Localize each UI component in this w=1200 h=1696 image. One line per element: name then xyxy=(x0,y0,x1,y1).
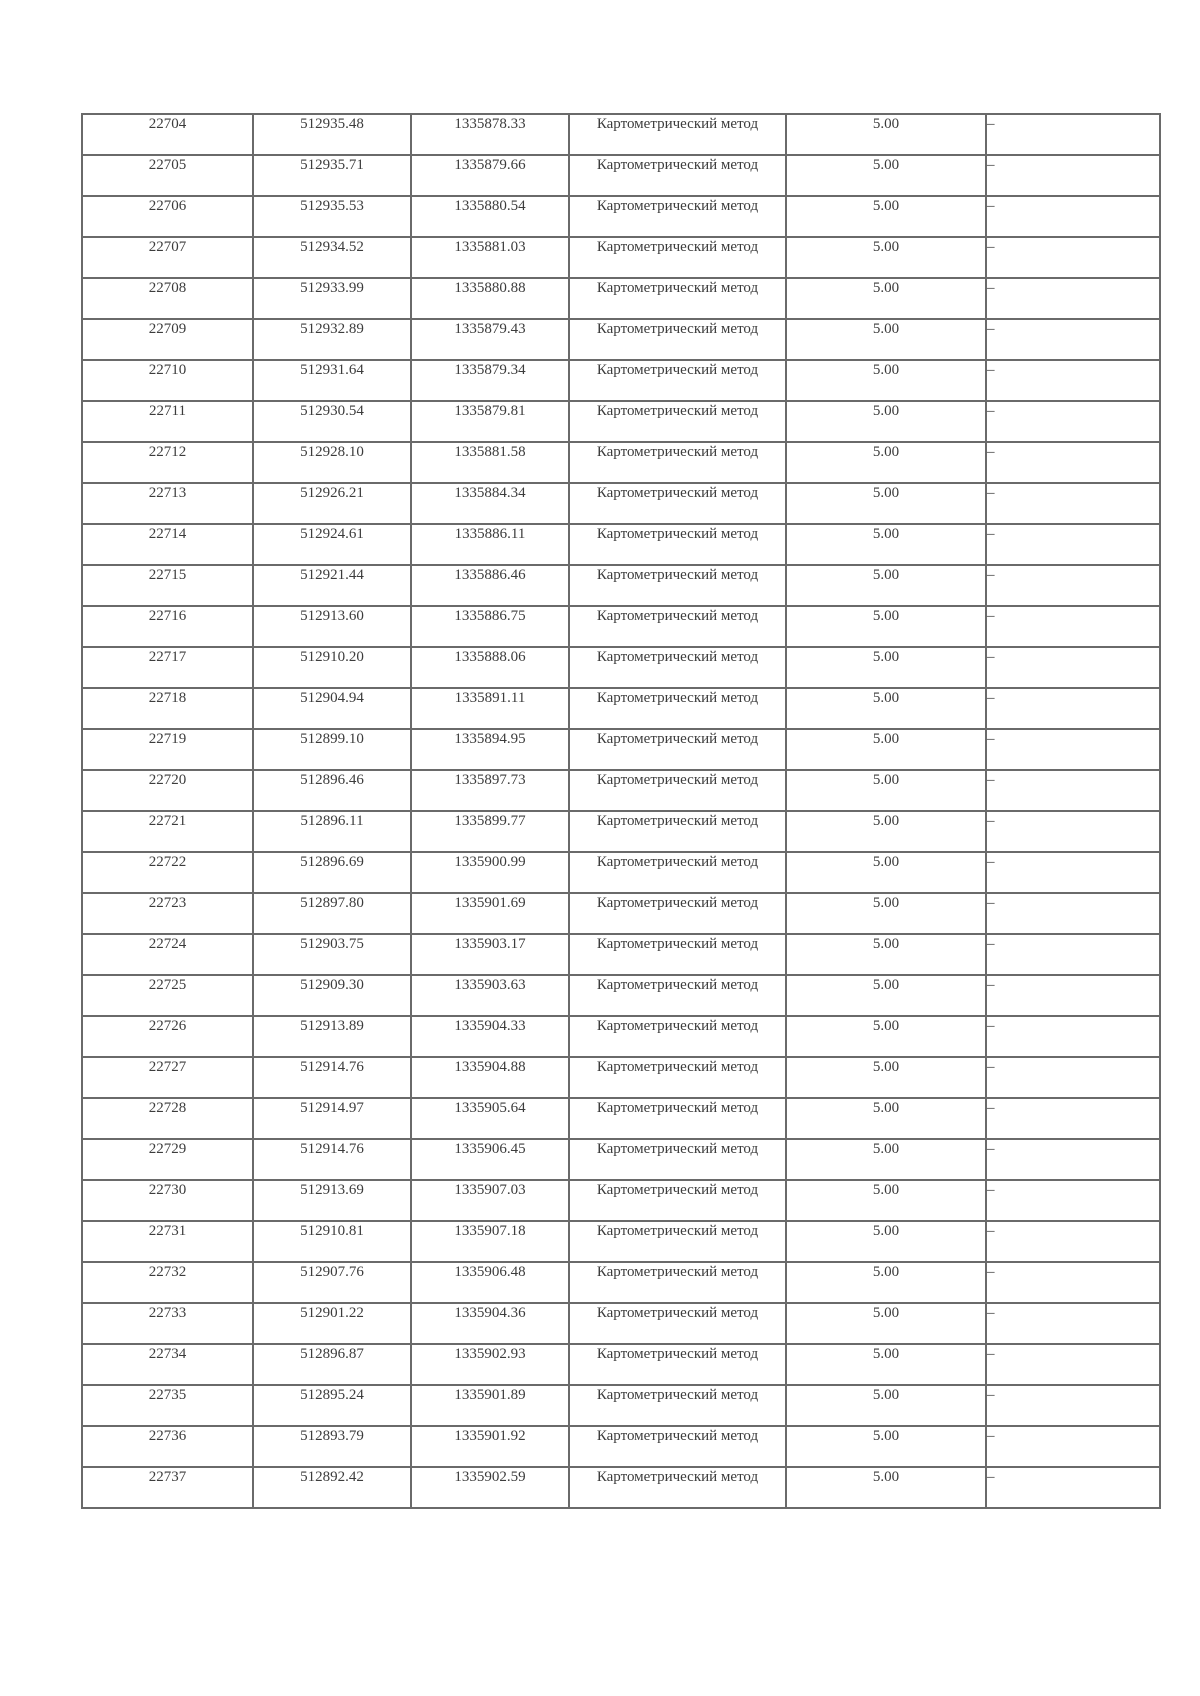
table-row xyxy=(82,401,1160,442)
note-cell: – xyxy=(986,1426,1160,1467)
table-row xyxy=(82,1262,1160,1303)
table-row xyxy=(82,524,1160,565)
x-coordinate-cell: 512896.11 xyxy=(253,811,411,852)
point-number-cell: 22712 xyxy=(82,442,253,483)
y-coordinate-cell: 1335886.75 xyxy=(411,606,569,647)
point-number-cell: 22726 xyxy=(82,1016,253,1057)
accuracy-cell: 5.00 xyxy=(786,1262,986,1303)
table-row xyxy=(82,360,1160,401)
accuracy-cell: 5.00 xyxy=(786,114,986,155)
x-coordinate-cell: 512930.54 xyxy=(253,401,411,442)
table-row xyxy=(82,975,1160,1016)
accuracy-cell: 5.00 xyxy=(786,1180,986,1221)
method-cell: Картометрический метод xyxy=(569,606,786,647)
accuracy-cell: 5.00 xyxy=(786,975,986,1016)
method-cell: Картометрический метод xyxy=(569,483,786,524)
point-number-cell: 22723 xyxy=(82,893,253,934)
x-coordinate-cell: 512914.76 xyxy=(253,1057,411,1098)
point-number-cell: 22731 xyxy=(82,1221,253,1262)
x-coordinate-cell: 512907.76 xyxy=(253,1262,411,1303)
note-cell: – xyxy=(986,155,1160,196)
point-number-cell: 22716 xyxy=(82,606,253,647)
y-coordinate-cell: 1335906.48 xyxy=(411,1262,569,1303)
note-cell: – xyxy=(986,934,1160,975)
y-coordinate-cell: 1335886.46 xyxy=(411,565,569,606)
accuracy-cell: 5.00 xyxy=(786,1303,986,1344)
point-number-cell: 22706 xyxy=(82,196,253,237)
table-row xyxy=(82,155,1160,196)
note-cell: – xyxy=(986,1262,1160,1303)
y-coordinate-cell: 1335904.36 xyxy=(411,1303,569,1344)
y-coordinate-cell: 1335907.18 xyxy=(411,1221,569,1262)
method-cell: Картометрический метод xyxy=(569,811,786,852)
table-row xyxy=(82,237,1160,278)
method-cell: Картометрический метод xyxy=(569,278,786,319)
y-coordinate-cell: 1335901.92 xyxy=(411,1426,569,1467)
note-cell: – xyxy=(986,1385,1160,1426)
x-coordinate-cell: 512934.52 xyxy=(253,237,411,278)
table-row xyxy=(82,688,1160,729)
accuracy-cell: 5.00 xyxy=(786,688,986,729)
table-row xyxy=(82,1180,1160,1221)
y-coordinate-cell: 1335878.33 xyxy=(411,114,569,155)
method-cell: Картометрический метод xyxy=(569,565,786,606)
x-coordinate-cell: 512921.44 xyxy=(253,565,411,606)
note-cell: – xyxy=(986,401,1160,442)
table-row xyxy=(82,1426,1160,1467)
x-coordinate-cell: 512931.64 xyxy=(253,360,411,401)
accuracy-cell: 5.00 xyxy=(786,524,986,565)
y-coordinate-cell: 1335880.54 xyxy=(411,196,569,237)
note-cell: – xyxy=(986,688,1160,729)
y-coordinate-cell: 1335879.81 xyxy=(411,401,569,442)
point-number-cell: 22733 xyxy=(82,1303,253,1344)
x-coordinate-cell: 512909.30 xyxy=(253,975,411,1016)
y-coordinate-cell: 1335881.03 xyxy=(411,237,569,278)
note-cell: – xyxy=(986,483,1160,524)
note-cell: – xyxy=(986,1467,1160,1508)
note-cell: – xyxy=(986,524,1160,565)
x-coordinate-cell: 512913.60 xyxy=(253,606,411,647)
y-coordinate-cell: 1335884.34 xyxy=(411,483,569,524)
x-coordinate-cell: 512935.71 xyxy=(253,155,411,196)
x-coordinate-cell: 512899.10 xyxy=(253,729,411,770)
point-number-cell: 22715 xyxy=(82,565,253,606)
method-cell: Картометрический метод xyxy=(569,934,786,975)
table-row xyxy=(82,770,1160,811)
accuracy-cell: 5.00 xyxy=(786,442,986,483)
y-coordinate-cell: 1335888.06 xyxy=(411,647,569,688)
accuracy-cell: 5.00 xyxy=(786,934,986,975)
y-coordinate-cell: 1335879.34 xyxy=(411,360,569,401)
x-coordinate-cell: 512904.94 xyxy=(253,688,411,729)
method-cell: Картометрический метод xyxy=(569,1385,786,1426)
note-cell: – xyxy=(986,647,1160,688)
accuracy-cell: 5.00 xyxy=(786,1221,986,1262)
table-row xyxy=(82,1467,1160,1508)
method-cell: Картометрический метод xyxy=(569,1098,786,1139)
note-cell: – xyxy=(986,606,1160,647)
x-coordinate-cell: 512910.81 xyxy=(253,1221,411,1262)
method-cell: Картометрический метод xyxy=(569,688,786,729)
accuracy-cell: 5.00 xyxy=(786,1098,986,1139)
accuracy-cell: 5.00 xyxy=(786,1344,986,1385)
accuracy-cell: 5.00 xyxy=(786,565,986,606)
coordinates-table xyxy=(81,113,1161,1509)
point-number-cell: 22735 xyxy=(82,1385,253,1426)
method-cell: Картометрический метод xyxy=(569,524,786,565)
point-number-cell: 22719 xyxy=(82,729,253,770)
note-cell: – xyxy=(986,852,1160,893)
point-number-cell: 22720 xyxy=(82,770,253,811)
table-row xyxy=(82,852,1160,893)
note-cell: – xyxy=(986,1303,1160,1344)
point-number-cell: 22721 xyxy=(82,811,253,852)
point-number-cell: 22704 xyxy=(82,114,253,155)
y-coordinate-cell: 1335901.89 xyxy=(411,1385,569,1426)
method-cell: Картометрический метод xyxy=(569,893,786,934)
table-row xyxy=(82,1057,1160,1098)
y-coordinate-cell: 1335899.77 xyxy=(411,811,569,852)
point-number-cell: 22730 xyxy=(82,1180,253,1221)
x-coordinate-cell: 512933.99 xyxy=(253,278,411,319)
point-number-cell: 22727 xyxy=(82,1057,253,1098)
y-coordinate-cell: 1335902.93 xyxy=(411,1344,569,1385)
x-coordinate-cell: 512928.10 xyxy=(253,442,411,483)
y-coordinate-cell: 1335903.63 xyxy=(411,975,569,1016)
method-cell: Картометрический метод xyxy=(569,401,786,442)
table-row xyxy=(82,1385,1160,1426)
accuracy-cell: 5.00 xyxy=(786,319,986,360)
accuracy-cell: 5.00 xyxy=(786,1057,986,1098)
table-row xyxy=(82,1139,1160,1180)
point-number-cell: 22707 xyxy=(82,237,253,278)
point-number-cell: 22710 xyxy=(82,360,253,401)
note-cell: – xyxy=(986,1344,1160,1385)
point-number-cell: 22725 xyxy=(82,975,253,1016)
method-cell: Картометрический метод xyxy=(569,1303,786,1344)
note-cell: – xyxy=(986,770,1160,811)
x-coordinate-cell: 512903.75 xyxy=(253,934,411,975)
x-coordinate-cell: 512926.21 xyxy=(253,483,411,524)
note-cell: – xyxy=(986,565,1160,606)
y-coordinate-cell: 1335881.58 xyxy=(411,442,569,483)
table-row xyxy=(82,565,1160,606)
accuracy-cell: 5.00 xyxy=(786,360,986,401)
note-cell: – xyxy=(986,893,1160,934)
x-coordinate-cell: 512896.69 xyxy=(253,852,411,893)
x-coordinate-cell: 512924.61 xyxy=(253,524,411,565)
method-cell: Картометрический метод xyxy=(569,237,786,278)
method-cell: Картометрический метод xyxy=(569,1344,786,1385)
x-coordinate-cell: 512935.53 xyxy=(253,196,411,237)
table-row xyxy=(82,196,1160,237)
method-cell: Картометрический метод xyxy=(569,1016,786,1057)
x-coordinate-cell: 512896.46 xyxy=(253,770,411,811)
accuracy-cell: 5.00 xyxy=(786,155,986,196)
method-cell: Картометрический метод xyxy=(569,1139,786,1180)
note-cell: – xyxy=(986,237,1160,278)
table-row xyxy=(82,1344,1160,1385)
note-cell: – xyxy=(986,1057,1160,1098)
method-cell: Картометрический метод xyxy=(569,1180,786,1221)
x-coordinate-cell: 512896.87 xyxy=(253,1344,411,1385)
note-cell: – xyxy=(986,442,1160,483)
x-coordinate-cell: 512901.22 xyxy=(253,1303,411,1344)
x-coordinate-cell: 512935.48 xyxy=(253,114,411,155)
method-cell: Картометрический метод xyxy=(569,196,786,237)
y-coordinate-cell: 1335901.69 xyxy=(411,893,569,934)
x-coordinate-cell: 512913.69 xyxy=(253,1180,411,1221)
y-coordinate-cell: 1335904.33 xyxy=(411,1016,569,1057)
x-coordinate-cell: 512897.80 xyxy=(253,893,411,934)
x-coordinate-cell: 512914.76 xyxy=(253,1139,411,1180)
point-number-cell: 22714 xyxy=(82,524,253,565)
method-cell: Картометрический метод xyxy=(569,1467,786,1508)
accuracy-cell: 5.00 xyxy=(786,401,986,442)
note-cell: – xyxy=(986,729,1160,770)
method-cell: Картометрический метод xyxy=(569,360,786,401)
point-number-cell: 22734 xyxy=(82,1344,253,1385)
y-coordinate-cell: 1335907.03 xyxy=(411,1180,569,1221)
accuracy-cell: 5.00 xyxy=(786,1467,986,1508)
y-coordinate-cell: 1335879.66 xyxy=(411,155,569,196)
note-cell: – xyxy=(986,1221,1160,1262)
accuracy-cell: 5.00 xyxy=(786,483,986,524)
point-number-cell: 22718 xyxy=(82,688,253,729)
y-coordinate-cell: 1335903.17 xyxy=(411,934,569,975)
method-cell: Картометрический метод xyxy=(569,729,786,770)
accuracy-cell: 5.00 xyxy=(786,770,986,811)
accuracy-cell: 5.00 xyxy=(786,1385,986,1426)
point-number-cell: 22711 xyxy=(82,401,253,442)
y-coordinate-cell: 1335900.99 xyxy=(411,852,569,893)
y-coordinate-cell: 1335880.88 xyxy=(411,278,569,319)
point-number-cell: 22728 xyxy=(82,1098,253,1139)
table-row xyxy=(82,606,1160,647)
y-coordinate-cell: 1335905.64 xyxy=(411,1098,569,1139)
method-cell: Картометрический метод xyxy=(569,155,786,196)
point-number-cell: 22717 xyxy=(82,647,253,688)
point-number-cell: 22736 xyxy=(82,1426,253,1467)
accuracy-cell: 5.00 xyxy=(786,729,986,770)
x-coordinate-cell: 512914.97 xyxy=(253,1098,411,1139)
point-number-cell: 22732 xyxy=(82,1262,253,1303)
y-coordinate-cell: 1335902.59 xyxy=(411,1467,569,1508)
note-cell: – xyxy=(986,196,1160,237)
accuracy-cell: 5.00 xyxy=(786,893,986,934)
y-coordinate-cell: 1335879.43 xyxy=(411,319,569,360)
note-cell: – xyxy=(986,975,1160,1016)
method-cell: Картометрический метод xyxy=(569,114,786,155)
table-row xyxy=(82,1221,1160,1262)
note-cell: – xyxy=(986,1139,1160,1180)
table-row xyxy=(82,1303,1160,1344)
method-cell: Картометрический метод xyxy=(569,442,786,483)
accuracy-cell: 5.00 xyxy=(786,278,986,319)
accuracy-cell: 5.00 xyxy=(786,606,986,647)
table-row xyxy=(82,319,1160,360)
note-cell: – xyxy=(986,360,1160,401)
accuracy-cell: 5.00 xyxy=(786,237,986,278)
note-cell: – xyxy=(986,1180,1160,1221)
x-coordinate-cell: 512893.79 xyxy=(253,1426,411,1467)
note-cell: – xyxy=(986,278,1160,319)
point-number-cell: 22722 xyxy=(82,852,253,893)
table-row xyxy=(82,647,1160,688)
method-cell: Картометрический метод xyxy=(569,1426,786,1467)
accuracy-cell: 5.00 xyxy=(786,1016,986,1057)
x-coordinate-cell: 512932.89 xyxy=(253,319,411,360)
point-number-cell: 22713 xyxy=(82,483,253,524)
accuracy-cell: 5.00 xyxy=(786,1139,986,1180)
point-number-cell: 22708 xyxy=(82,278,253,319)
point-number-cell: 22709 xyxy=(82,319,253,360)
note-cell: – xyxy=(986,811,1160,852)
x-coordinate-cell: 512913.89 xyxy=(253,1016,411,1057)
y-coordinate-cell: 1335906.45 xyxy=(411,1139,569,1180)
method-cell: Картометрический метод xyxy=(569,1262,786,1303)
table-row xyxy=(82,729,1160,770)
x-coordinate-cell: 512895.24 xyxy=(253,1385,411,1426)
y-coordinate-cell: 1335894.95 xyxy=(411,729,569,770)
y-coordinate-cell: 1335904.88 xyxy=(411,1057,569,1098)
note-cell: – xyxy=(986,1098,1160,1139)
table-row xyxy=(82,893,1160,934)
note-cell: – xyxy=(986,1016,1160,1057)
point-number-cell: 22724 xyxy=(82,934,253,975)
point-number-cell: 22705 xyxy=(82,155,253,196)
x-coordinate-cell: 512892.42 xyxy=(253,1467,411,1508)
accuracy-cell: 5.00 xyxy=(786,811,986,852)
point-number-cell: 22729 xyxy=(82,1139,253,1180)
accuracy-cell: 5.00 xyxy=(786,647,986,688)
note-cell: – xyxy=(986,114,1160,155)
table-row xyxy=(82,1098,1160,1139)
method-cell: Картометрический метод xyxy=(569,770,786,811)
y-coordinate-cell: 1335886.11 xyxy=(411,524,569,565)
table-row xyxy=(82,483,1160,524)
y-coordinate-cell: 1335897.73 xyxy=(411,770,569,811)
table-row xyxy=(82,811,1160,852)
method-cell: Картометрический метод xyxy=(569,975,786,1016)
point-number-cell: 22737 xyxy=(82,1467,253,1508)
accuracy-cell: 5.00 xyxy=(786,852,986,893)
table-row xyxy=(82,114,1160,155)
table-row xyxy=(82,934,1160,975)
coordinates-table-body xyxy=(82,114,1160,1508)
table-row xyxy=(82,278,1160,319)
method-cell: Картометрический метод xyxy=(569,1221,786,1262)
x-coordinate-cell: 512910.20 xyxy=(253,647,411,688)
method-cell: Картометрический метод xyxy=(569,319,786,360)
accuracy-cell: 5.00 xyxy=(786,196,986,237)
method-cell: Картометрический метод xyxy=(569,852,786,893)
accuracy-cell: 5.00 xyxy=(786,1426,986,1467)
note-cell: – xyxy=(986,319,1160,360)
table-row xyxy=(82,442,1160,483)
method-cell: Картометрический метод xyxy=(569,1057,786,1098)
table-row xyxy=(82,1016,1160,1057)
y-coordinate-cell: 1335891.11 xyxy=(411,688,569,729)
method-cell: Картометрический метод xyxy=(569,647,786,688)
